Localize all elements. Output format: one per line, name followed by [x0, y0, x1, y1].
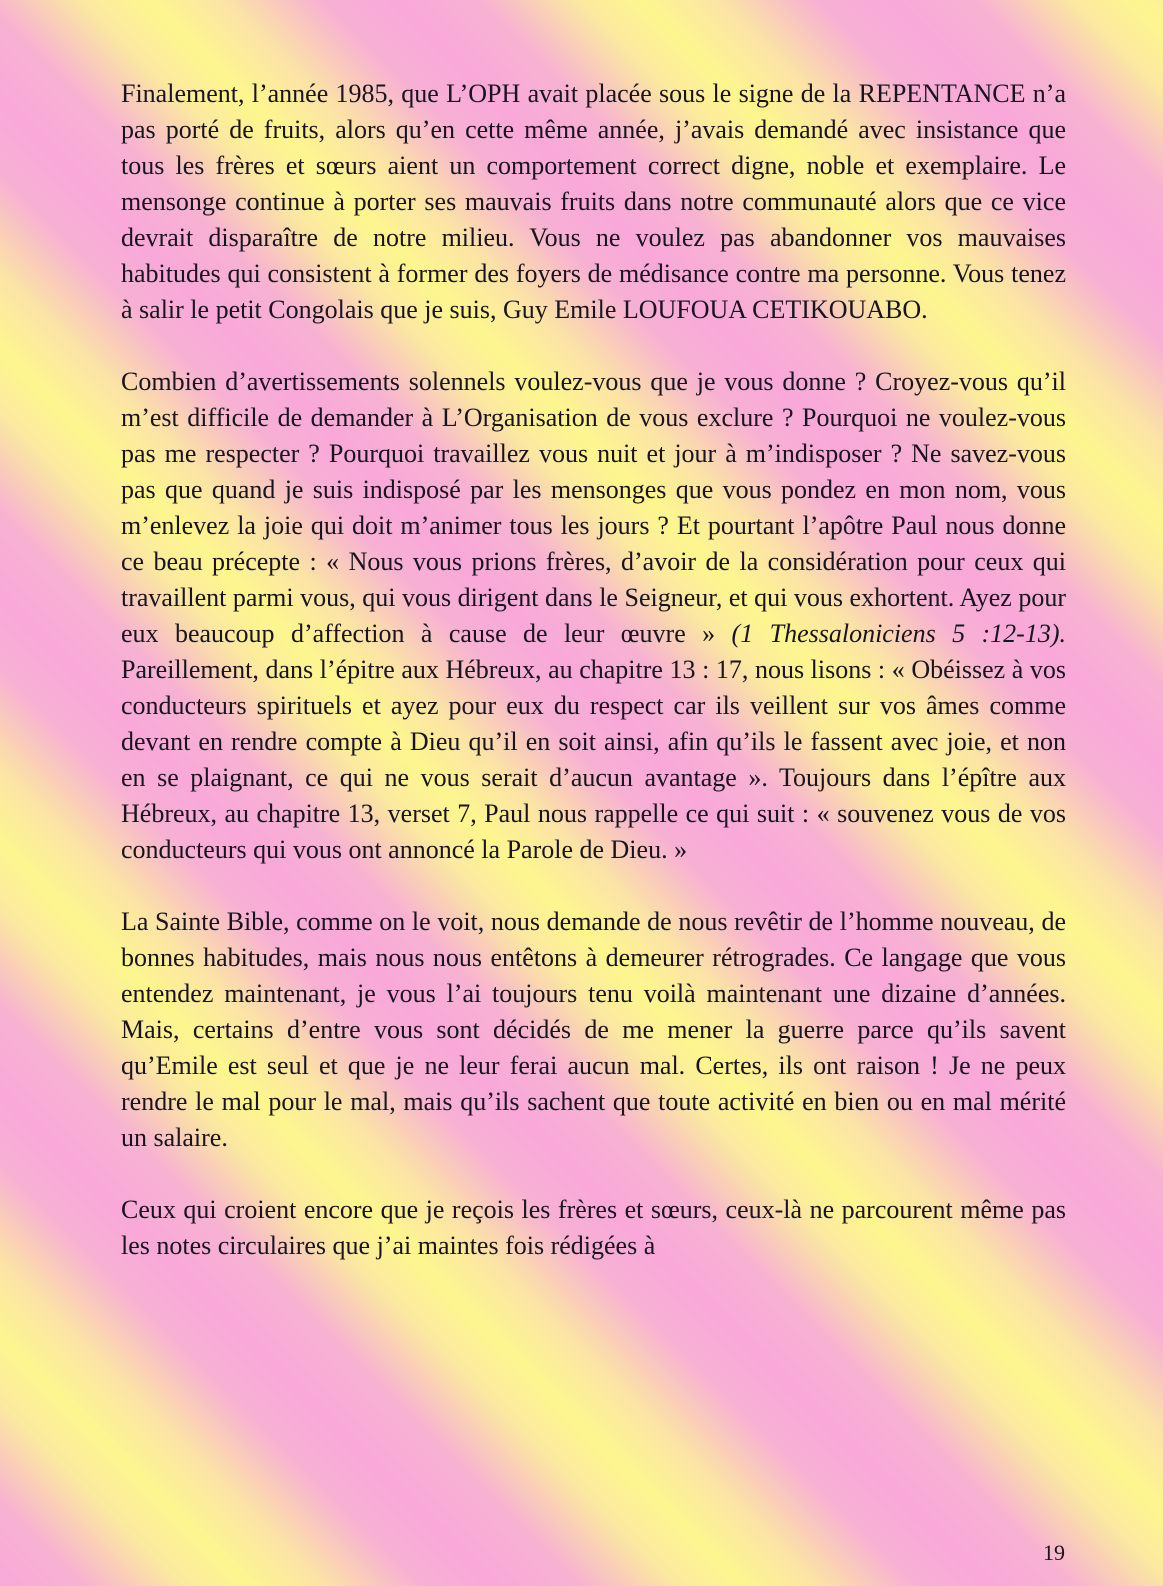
bible-reference: (1 Thessaloniciens 5 :12-13).	[731, 619, 1066, 648]
paragraph-avertissements	[121, 364, 1066, 868]
paragraph-text: Finalement, l’année 1985, que L’OPH avait placée sous le signe de la REPENTANCE n’a pas porté de fruits, alors qu’en cette même année, j’avais demandé avec insistance que tous les frères et sœurs aient un comportement correct digne, noble et exemplaire. Le mensonge continue à porter ses mauvais fruits dans notre communauté alors que ce vice devrait disparaître de notre milieu. Vous ne voulez pas abandonner vos mauvaises habitudes qui consistent à former des foyers de médisance contre ma personne. Vous tenez à salir le petit Congolais que je suis, Guy Emile LOUFOUA CETIKOUABO.	[121, 79, 1066, 324]
paragraph-text: Ceux qui croient encore que je reçois les frères et sœurs, ceux-là ne parcourent même pas les notes circulaires que j’ai maintes fois rédigées à	[121, 1195, 1066, 1260]
paragraph-repentance	[121, 76, 1066, 328]
paragraph-sainte-bible	[121, 904, 1066, 1156]
paragraph-text-continued: Pareillement, dans l’épitre aux Hébreux, au chapitre 13 : 17, nous lisons : « Obéissez à vos conducteurs spirituels et ayez pour eux du respect car ils veillent sur vos âmes comme devant en rendre compte à Dieu qu’il en soit ainsi, afin qu’ils le fassent avec joie, et non en se plaignant, ce qui ne vous serait d’aucun avantage ». Toujours dans l’épître aux Hébreux, au chapitre 13, verset 7, Paul nous rappelle ce qui suit : « souvenez vous de vos conducteurs qui vous ont annoncé la Parole de Dieu. »	[121, 655, 1066, 864]
paragraph-text: La Sainte Bible, comme on le voit, nous demande de nous revêtir de l’homme nouveau, de bonnes habitudes, mais nous nous entêtons à demeurer rétrogrades. Ce langage que vous entendez maintenant, je vous l’ai toujours tenu voilà maintenant une dizaine d’années. Mais, certains d’entre vous sont décidés de me mener la guerre parce qu’ils savent qu’Emile est seul et que je ne leur ferai aucun mal. Certes, ils ont raison ! Je ne peux rendre le mal pour le mal, mais qu’ils sachent que toute activité en bien ou en mal mérité un salaire.	[121, 907, 1066, 1152]
paragraph-notes-circulaires	[121, 1192, 1066, 1264]
page-number: 19	[1043, 1540, 1065, 1565]
page-body	[121, 76, 1066, 1264]
paragraph-text: Combien d’avertissements solennels voulez-vous que je vous donne ? Croyez-vous qu’il m’est difficile de demander à L’Organisation de vous exclure ? Pourquoi ne voulez-vous pas me respecter ? Pourquoi travaillez vous nuit et jour à m’indisposer ? Ne savez-vous pas que quand je suis indisposé par les mensonges que vous pondez en mon nom, vous m’enlevez la joie qui doit m’animer tous les jours ? Et pourtant l’apôtre Paul nous donne ce beau précepte : « Nous vous prions frères, d’avoir de la considération pour ceux qui travaillent parmi vous, qui vous dirigent dans le Seigneur, et qui vous exhortent. Ayez pour eux beaucoup d’affection à cause de leur œuvre »	[121, 367, 1066, 648]
